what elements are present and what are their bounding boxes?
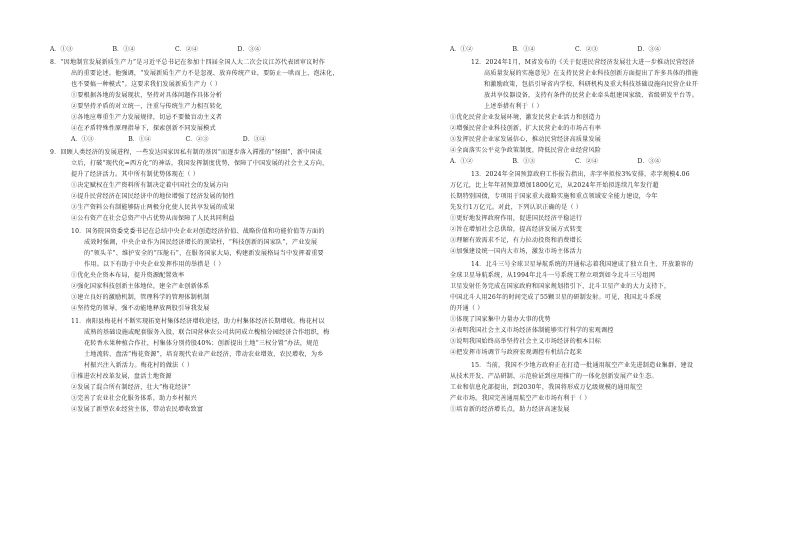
answer-item: ①更好地发挥政府作用，促进国民经济平稳运行: [450, 215, 583, 222]
question-stem-line: 14．北斗三号全球卫星导航系统的开通标志着我国建成了独立自主、开放兼容的: [471, 261, 694, 268]
question-stem-line: 的开通（ ）: [450, 305, 484, 312]
answer-item: ③建立良好的激励机制，管理科学的管理体制机制: [71, 294, 210, 301]
answer-item: ②增强民营企业科技创新，扩大民营企业的市场占有率: [450, 125, 602, 132]
answer-item: ④公有资产在社会总资产中占优势从而保障了人民共同利益: [71, 215, 235, 222]
answer-item: ③各地应尊重生产力发展规律，切忌不要做盲动主义者: [71, 114, 223, 121]
question-stem-line: 产业市场。我国完善通用航空产业市场有利于（ ）: [450, 395, 591, 402]
question-stem-line: 成效时强调，中央企业作为国民经济增长的顶梁柱，“科技创新的国家队”，产业发展: [84, 239, 318, 246]
answer-item: ③完善了农业社会化服务体系，助力乡村振兴: [71, 395, 197, 402]
question-14: [450, 259, 780, 358]
answer-item: ②要坚持矛盾的对立统一，注重与传统生产力相互转化: [71, 103, 223, 110]
option-d: D．③④: [237, 46, 261, 53]
option-d: D．③④: [637, 158, 661, 165]
answer-item: ①要根据各地的发展现状，坚持对具体问题作具体分析: [71, 92, 223, 99]
question-stem-line: 10．国务院国资委党委书记在总结中央企业对创造经济价值、战略价值和功能价值等方面的: [71, 228, 325, 235]
option-d: D．③④: [242, 136, 266, 143]
answer-item: ①决定赋权在生产资料所有制决定着中国社会的发展方向: [71, 182, 229, 189]
option-b: B．①③: [512, 158, 536, 165]
answer-item: ②表明我国社会主义市场经济体制能够实行科学的宏观调控: [450, 327, 614, 334]
question-stem-line: 的“领头羊”、维护安全的“压舱石”，在服务国家大局，构建新发展格局当中发挥着重要: [84, 250, 324, 257]
answer-item: ①体现了国家集中力量办大事的优势: [450, 316, 551, 323]
right-column: [450, 44, 780, 415]
question-options: [450, 156, 700, 167]
question-8: [50, 57, 394, 145]
question-11: [50, 316, 394, 415]
option-d: D．③④: [637, 46, 661, 53]
question-9: [50, 147, 394, 224]
answer-item: ①优化民营企业发展环境，激发民营企业活力和创造力: [450, 114, 602, 121]
option-a: A．①③: [50, 46, 73, 53]
question-stem-line: 工业和信息化部提出，到2030年，我国将形成万亿级规模的通用航空: [450, 384, 643, 391]
prev-question-options: [50, 44, 300, 55]
question-stem-line: 卫星发射任务完成在国家政府和国家规划指引下，北斗卫星产业的大力支持下，: [450, 283, 671, 290]
question-15: [450, 360, 780, 415]
question-stem-line: 成熟的基础设施或配套服务入股，联合国营林农公司共同成立槐植分园经济合作组织，梅: [84, 329, 330, 336]
answer-item: ④全面落实公平竞争政策制度，降低民营企业经营风险: [450, 147, 602, 154]
option-c: C．②③: [575, 46, 598, 53]
question-stem-line: 村振兴注入新活力。梅花村的做法（ ）: [84, 362, 194, 369]
answer-item: ③生产资料公有制能够防止两极分化使人民共享发展的成果: [71, 204, 235, 211]
answer-item: ②提升民营经济在国民经济中的地位增强了经济发展的韧性: [71, 193, 235, 200]
option-a: A．①②: [450, 158, 473, 165]
question-stem-line: 上述举措有利于（ ）: [484, 103, 543, 110]
answer-item: ④发展了新型农业经营主体，带动农民增收致富: [71, 406, 204, 413]
option-c: C．②④: [575, 158, 598, 165]
question-stem-line: 提升了经济活力。其中所有制优势体现在（ ）: [71, 171, 200, 178]
option-c: C．②④: [175, 46, 198, 53]
answer-item: ③理解有效需求不足，有力拉动投资和消费增长: [450, 237, 583, 244]
question-stem-line: 土地流转，盘活“梅花资源”，培育现代农业产业经济，带动农业增效、农民增收，为乡: [84, 351, 324, 358]
question-stem-line: 8．“因地制宜发展新质生产力”是习近平总书记在参加十四届全国人大二次会议江苏代表团审议时作: [50, 59, 326, 66]
question-stem-line: 花转香水果种植合作社，村集体分别持股40%；创新提出土地“三权分置”办法，规范: [84, 340, 319, 347]
answer-item: ①优化央企资本布局，提升资源配置效率: [71, 272, 185, 279]
prev-question-options: [450, 44, 700, 55]
question-stem-line: 11．南阳县梅花村不断实现拓宽村集体经济增收途径，助力村集体经济长期增收。梅花村以: [71, 318, 325, 325]
question-stem-line: 也不要搞一种模式”。这要求我们发展新质生产力（ ）: [71, 81, 222, 88]
question-stem-line: 作用。以下有助于中央企业发挥作用的举措是（ ）: [84, 261, 225, 268]
left-column: [50, 44, 394, 415]
question-stem-line: 13．2024年全国预算政府工作报告指出，赤字率拟按3%安排，赤字规模4.06: [471, 171, 690, 178]
answer-item: ②发展了混合所有制经济，壮大“梅花经济”: [71, 384, 191, 391]
answer-item: ②强化国家科技创新主体地位，建全产业创新体系: [71, 283, 210, 290]
question-stem-line: 全球卫星导航系统，从1994年北斗一号系统工程立项到如今北斗三号组网: [450, 272, 656, 279]
question-stem-line: 出的重要论述。他强调，“发展新质生产力不是忽视、放弃传统产业，要防止一哄而上、泡沫化，: [71, 70, 339, 77]
question-options: [50, 134, 300, 145]
answer-item: ④坚持党的领导，强不动能地释放两股引导我发展: [71, 305, 210, 312]
option-b: B．①④: [512, 46, 536, 53]
answer-item: ②旨在增加社会总供给，提高经济发展方式转变: [450, 226, 583, 233]
question-stem-line: 万亿元，比上年年初预算增加1800亿元，从2024年开始拟连续几年发行超: [450, 182, 659, 189]
option-a: A．①②: [450, 46, 473, 53]
question-10: [50, 226, 394, 314]
question-13: [450, 169, 780, 257]
answer-item: ③说明我国始终高举坚持社会主义市场经济的根本目标: [450, 338, 602, 345]
question-stem-line: 和激励政策，包括引导省内学校、科研机构及重大科技基础设施向民营企业开: [484, 81, 698, 88]
question-stem-line: 立后，打破“现代化=西方化”的神话，我国发挥制度优势，保障了中国发展的社会主义方向，: [71, 160, 329, 167]
question-stem-line: 高质量发展的实施意见》在支持民营企业科技创新方面提出了许多具体的措施: [484, 70, 698, 77]
question-stem-line: 中国北斗人用26年的时间完成了55颗卫星的研制发射。可见，我国北斗系统: [450, 294, 662, 301]
question-stem-line: 15．当前，我国不少地方政府正在打造一批通用航空产业先进制造业集群，建设: [471, 362, 694, 369]
answer-item: ③发挥民营企业家发展信心，推动民营经济高质量发展: [450, 136, 602, 143]
option-b: B．①④: [112, 46, 136, 53]
answer-item: ①推进农村改革发展，盘活土地资源: [71, 373, 172, 380]
option-b: B．①④: [128, 136, 152, 143]
option-a: A．①③: [71, 136, 94, 143]
question-stem-line: 12．2024年1月，M省发布的《关于促进民营经济发展壮大进一步推动民营经济: [471, 59, 695, 66]
question-stem-line: 从技术开发、产品研制、示范验证到应用推广的一体化创新发展产业生态。: [450, 373, 658, 380]
question-12: [450, 57, 780, 167]
answer-item: ④把发挥市场调节与政府宏观调控有机结合起来: [450, 349, 583, 356]
answer-item: ④在矛盾特殊性原理指导下，探索创新不同发展模式: [71, 125, 216, 132]
answer-item: ④加强建设统一国内大市场，激发市场主体活力: [450, 248, 583, 255]
question-stem-line: 长期特别国债，专项用于国家重大战略实施和重点领域安全能力建设，今年: [450, 193, 658, 200]
option-c: C．②③: [185, 136, 209, 143]
question-stem-line: 先发行1万亿元。对此，下列认识正确的是（ ）: [450, 204, 583, 211]
answer-item: ①培育新的经济增长点，助力经济高速发展: [450, 406, 570, 413]
question-stem-line: 放共享仪器设备，支持有条件的民营企业牵头组建国家级、省级研发平台等。: [484, 92, 698, 99]
question-stem-line: 9．回顾人类经济的发展进程，一些发达国家因私有制的基因“而逐步落入滞涨的“怪圈”，新中国成: [50, 149, 323, 156]
